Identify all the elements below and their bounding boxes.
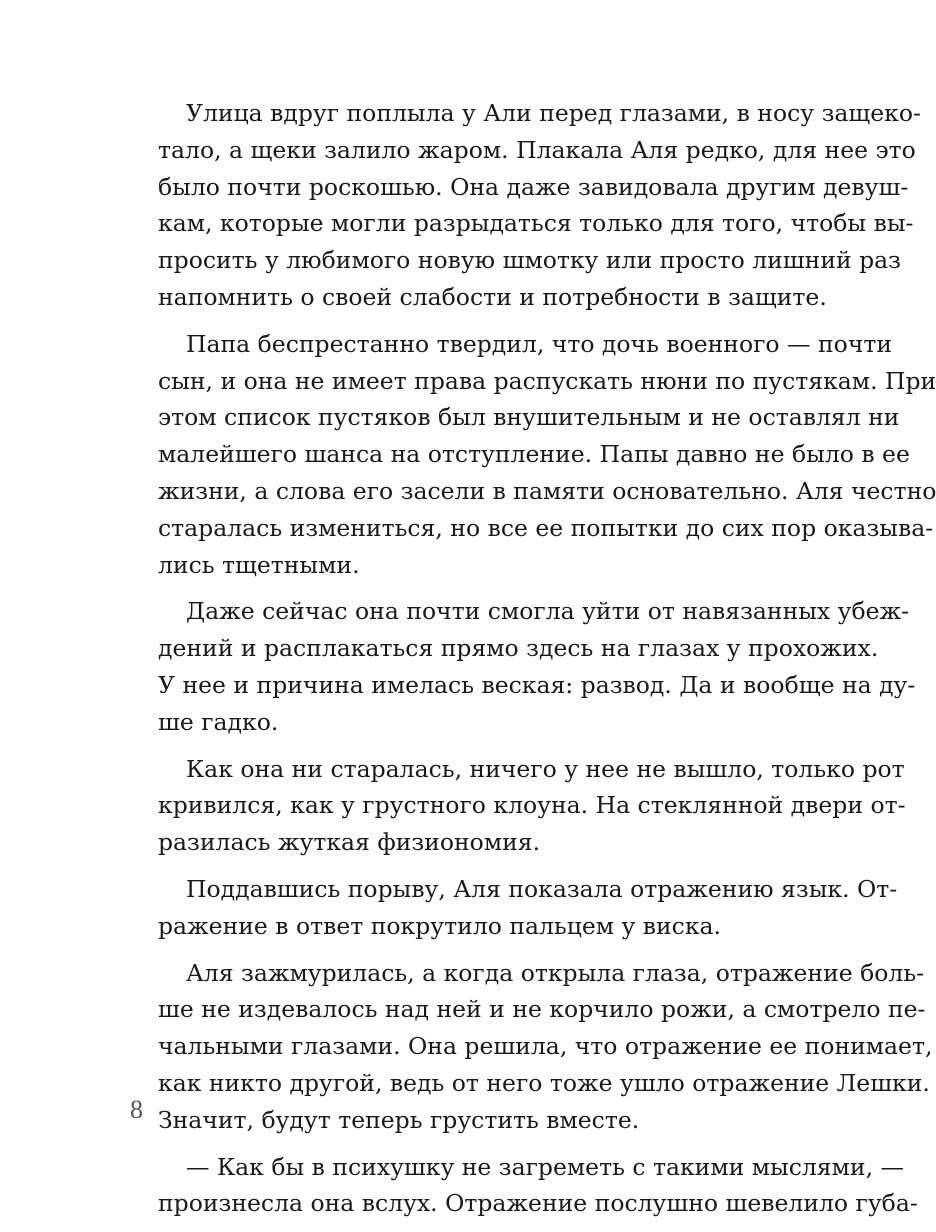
paragraph-6 — [130, 955, 933, 1139]
text-line: сын, и она не имеет права распускать нюни по пустякам. При — [158, 366, 936, 395]
text-line: напомнить о своей слабости и потребности в защите. — [158, 282, 827, 311]
text-line: Аля зажмурилась, а когда открыла глаза, отражение боль- — [186, 958, 925, 987]
paragraph-5 — [130, 871, 898, 945]
paragraph-3 — [130, 593, 916, 740]
body-text — [130, 95, 936, 1232]
text-line: дений и расплакаться прямо здесь на глазах у прохожих. — [158, 634, 879, 663]
text-line: Даже сейчас она почти смогла уйти от навязанных убеж- — [186, 597, 910, 626]
text-line: кам, которые могли разрыдаться только для того, чтобы вы- — [158, 209, 914, 238]
paragraph-7 — [130, 1149, 918, 1223]
text-line: разилась жуткая физиономия. — [158, 828, 541, 857]
text-line: кривился, как у грустного клоуна. На стеклянной двери от- — [158, 791, 906, 820]
page-number: 8 — [130, 1095, 143, 1124]
text-line: жизни, а слова его засели в памяти основательно. Аля честно — [158, 476, 936, 505]
paragraph-4 — [130, 751, 906, 861]
text-line: тало, а щеки залило жаром. Плакала Аля редко, для нее это — [158, 135, 916, 164]
text-line: малейшего шанса на отступление. Папы давно не было в ее — [158, 440, 910, 469]
text-line: старалась измениться, но все ее попытки до сих пор оказыва- — [158, 513, 934, 542]
paragraph-1 — [130, 95, 921, 316]
text-line: — Как бы в психушку не загреметь с такими мыслями, — — [186, 1152, 905, 1181]
text-line: как никто другой, ведь от него тоже ушло отражение Лешки. — [158, 1068, 930, 1097]
text-line: Поддавшись порыву, Аля показала отражению язык. От- — [186, 874, 898, 903]
text-line: было почти роскошью. Она даже завидовала другим девуш- — [158, 172, 909, 201]
text-line: лись тщетными. — [158, 550, 360, 579]
text-line: Папа беспрестанно твердил, что дочь военного — почти — [186, 329, 893, 358]
text-line: этом список пустяков был внушительным и не оставлял ни — [158, 403, 900, 432]
text-line: чальными глазами. Она решила, что отражение ее понимает, — [158, 1032, 933, 1061]
text-line: У нее и причина имелась веская: развод. Да и вообще на ду- — [158, 670, 916, 699]
paragraph-2 — [130, 326, 936, 584]
text-line: произнесла она вслух. Отражение послушно шевелило губа- — [158, 1189, 918, 1218]
text-line: ражение в ответ покрутило пальцем у виска. — [158, 911, 722, 940]
text-line: просить у любимого новую шмотку или просто лишний раз — [158, 246, 901, 275]
text-line: Улица вдруг поплыла у Али перед глазами, в носу защеко- — [186, 99, 921, 127]
text-line: Значит, будут теперь грустить вместе. — [158, 1105, 640, 1134]
text-line: ше гадко. — [158, 707, 279, 736]
text-line: Как она ни старалась, ничего у нее не вышло, только рот — [186, 754, 905, 783]
text-line: ше не издевалось над ней и не корчило рожи, а смотрело пе- — [158, 995, 926, 1024]
